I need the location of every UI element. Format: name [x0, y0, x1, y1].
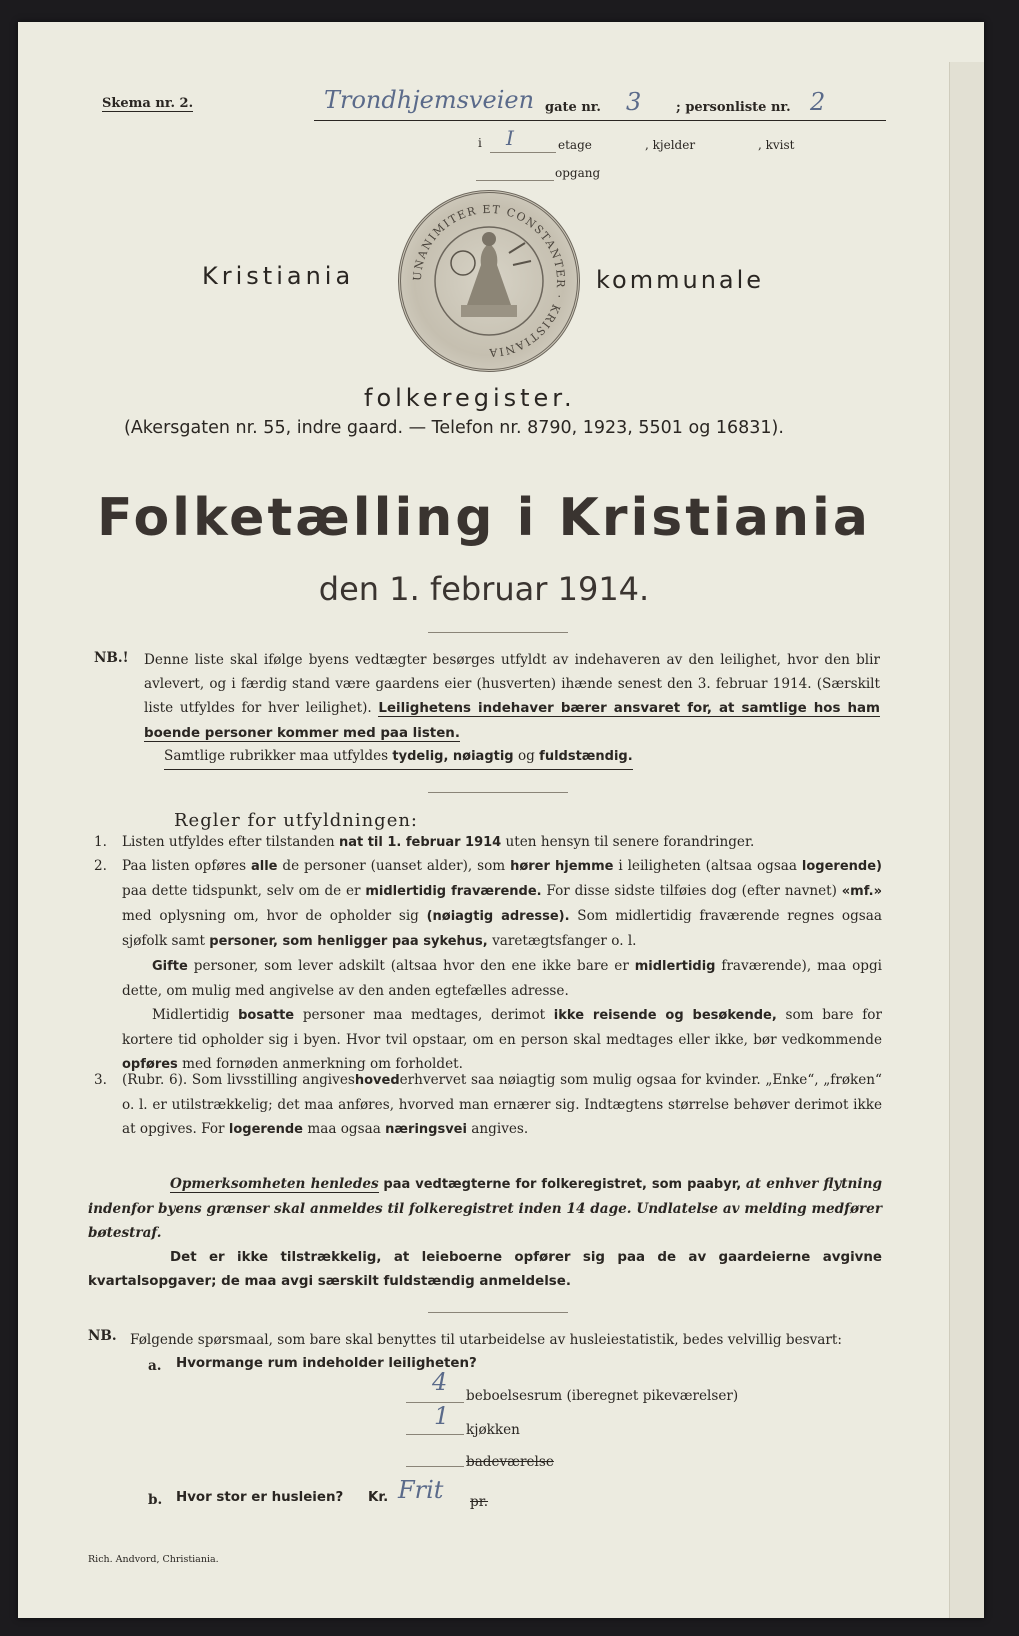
nb1-text1: Denne liste skal ifølge byens vedtægter besørges utfyldt av indehaveren av den leilighet, hvor den blir avlevert, og i færdig stand være gaardens eier (husverten) ihænde senest den 3. februar 1914. (Særskilt liste utfyldes for hver leilighet).: [144, 652, 880, 716]
document-sheet: [18, 22, 984, 1618]
kjelder-label: , kjelder: [645, 138, 696, 152]
header-underline: [314, 120, 886, 121]
nb1-line3a: Samtlige rubrikker maa utfyldes: [164, 748, 389, 764]
bath-label: badeværelse: [466, 1454, 554, 1470]
seal-text: UNANIMITER ET CONSTANTER · KRISTIANIA: [410, 202, 568, 360]
nb2-text: Følgende spørsmaal, som bare skal benyttes til utarbeidelse av husleiestatistik, bedes velvillig besvart:: [130, 1332, 842, 1348]
office-line2: folkeregister.: [364, 384, 576, 412]
rule-3: (Rubr. 6). Som livsstilling angiveshovederhvervet saa nøiagtig som mulig ogsaa for kvinder. „Enke“, „frøken“ o. l. er utilstrækkelig; det maa anføres, hvorved man ernærer sig. Indtægtens størrelse behøver derimot ikke at opgives. For logerende maa ogsaa næringsvei angives.: [122, 1072, 882, 1137]
kitchen-label: kjøkken: [466, 1422, 520, 1438]
rule-1: Listen utfyldes efter tilstanden nat til 1. februar 1914 uten hensyn til senere forandringer.: [122, 834, 755, 850]
date-title: den 1. februar 1914.: [318, 570, 650, 608]
qa-num: a.: [148, 1358, 162, 1374]
city-seal: [398, 190, 580, 372]
divider-2: [428, 792, 568, 793]
kvist-label: , kvist: [758, 138, 795, 152]
rule-2: Paa listen opføres alle de personer (uanset alder), som hører hjemme i leiligheten (altsaa ogsaa logerende) paa dette tidspunkt, selv om de er midlertidig fraværende. For disse sidste tilføies dog (efter navnet) «mf.» med oplysning om, hvor de opholder sig (nøiagtig adresse). Som midlertidig fraværende regnes ogsaa sjøfolk samt personer, som henligger paa sykehus, varetægtsfanger o. l. Gifte personer, som lever adskilt (altsaa hvor den ene ikke bare er midlertidig fraværende), maa opgi dette, om mulig med angivelse av den anden egtefælles adresse. Midlertidig bosatte personer maa medtages, derimot ikke reisende og besøkende, som bare for kortere tid opholder sig i byen. Hvor tvil opstaar, om en person skal medtages eller ikke, bør vedkommende opføres med fornøden anmerkning om forholdet.: [122, 858, 883, 1072]
personliste-handwritten: 2: [810, 88, 826, 116]
kitchen-underline: [406, 1434, 464, 1435]
etage-label: etage: [558, 138, 592, 152]
office-address: (Akersgaten nr. 55, indre gaard. — Telefon nr. 8790, 1923, 5501 og 16831).: [124, 418, 784, 438]
opgang-label: opgang: [555, 166, 601, 180]
rule-3-num: 3.: [94, 1072, 107, 1088]
rooms-handwritten: 4: [432, 1368, 448, 1396]
bath-underline: [406, 1466, 464, 1467]
opgang-underline: [476, 180, 554, 181]
nb1-bold: Leilighetens indehaver bærer ansvaret for, at samtlige hos ham boende personer kommer med paa listen.: [144, 701, 880, 741]
etage-handwritten: I: [506, 126, 514, 150]
seal-emblem-icon: [401, 193, 577, 369]
rent-handwritten: Frit: [398, 1476, 444, 1504]
nb1-text: [144, 648, 880, 746]
office-left: Kristiania: [202, 262, 355, 290]
kitchen-handwritten: 1: [434, 1402, 450, 1430]
gate-label: gate nr.: [545, 100, 601, 115]
street-handwritten: Trondhjemsveien: [324, 86, 535, 114]
rule-1-num: 1.: [94, 834, 107, 850]
i-label: i: [478, 136, 482, 150]
qb-num: b.: [148, 1492, 163, 1508]
divider-3: [428, 1312, 568, 1313]
kr-label: Kr.: [368, 1490, 389, 1505]
skema-label: Skema nr. 2.: [102, 96, 194, 111]
pr-label: pr.: [470, 1494, 489, 1510]
office-right: kommunale: [596, 266, 765, 294]
notice-text-2: Det er ikke tilstrækkelig, at leieboerne opfører sig paa de av gaardeierne avgivne kvartalsopgaver; de maa avgi særskilt fuldstændig anmeldelse.: [88, 1250, 882, 1289]
divider-1: [428, 632, 568, 633]
rules-heading: Regler for utfyldningen:: [174, 810, 418, 831]
page-edge: [949, 62, 984, 1618]
qb-text: Hvor stor er husleien?: [176, 1490, 344, 1505]
etage-underline: [490, 152, 556, 153]
qa-text: Hvormange rum indeholder leiligheten?: [176, 1356, 477, 1371]
rule-2-num: 2.: [94, 858, 107, 874]
rooms-label: beboelsesrum (iberegnet pikeværelser): [466, 1388, 739, 1404]
main-title: Folketælling i Kristiania: [97, 488, 871, 548]
nb2-label: NB.: [88, 1328, 117, 1344]
printer-credit: Rich. Andvord, Christiania.: [88, 1554, 219, 1565]
nb1-line3b: tydelig, nøiagtig: [392, 749, 514, 764]
personliste-label: ; personliste nr.: [676, 100, 791, 115]
gate-nr-handwritten: 3: [626, 88, 642, 116]
notice-text: Opmerksomheten henledes paa vedtægterne for folkeregistret, som paabyr, at enhver flytning indenfor byens grænser skal anmeldes til folkeregistret inden 14 dage. Undlatelse av melding medfører bøtestraf.: [88, 1176, 882, 1241]
nb1-line3d: fuldstændig.: [539, 749, 633, 764]
nb1-line3: [164, 744, 633, 770]
nb1-line3c: og: [517, 748, 535, 764]
nb1-label: NB.!: [94, 650, 129, 666]
